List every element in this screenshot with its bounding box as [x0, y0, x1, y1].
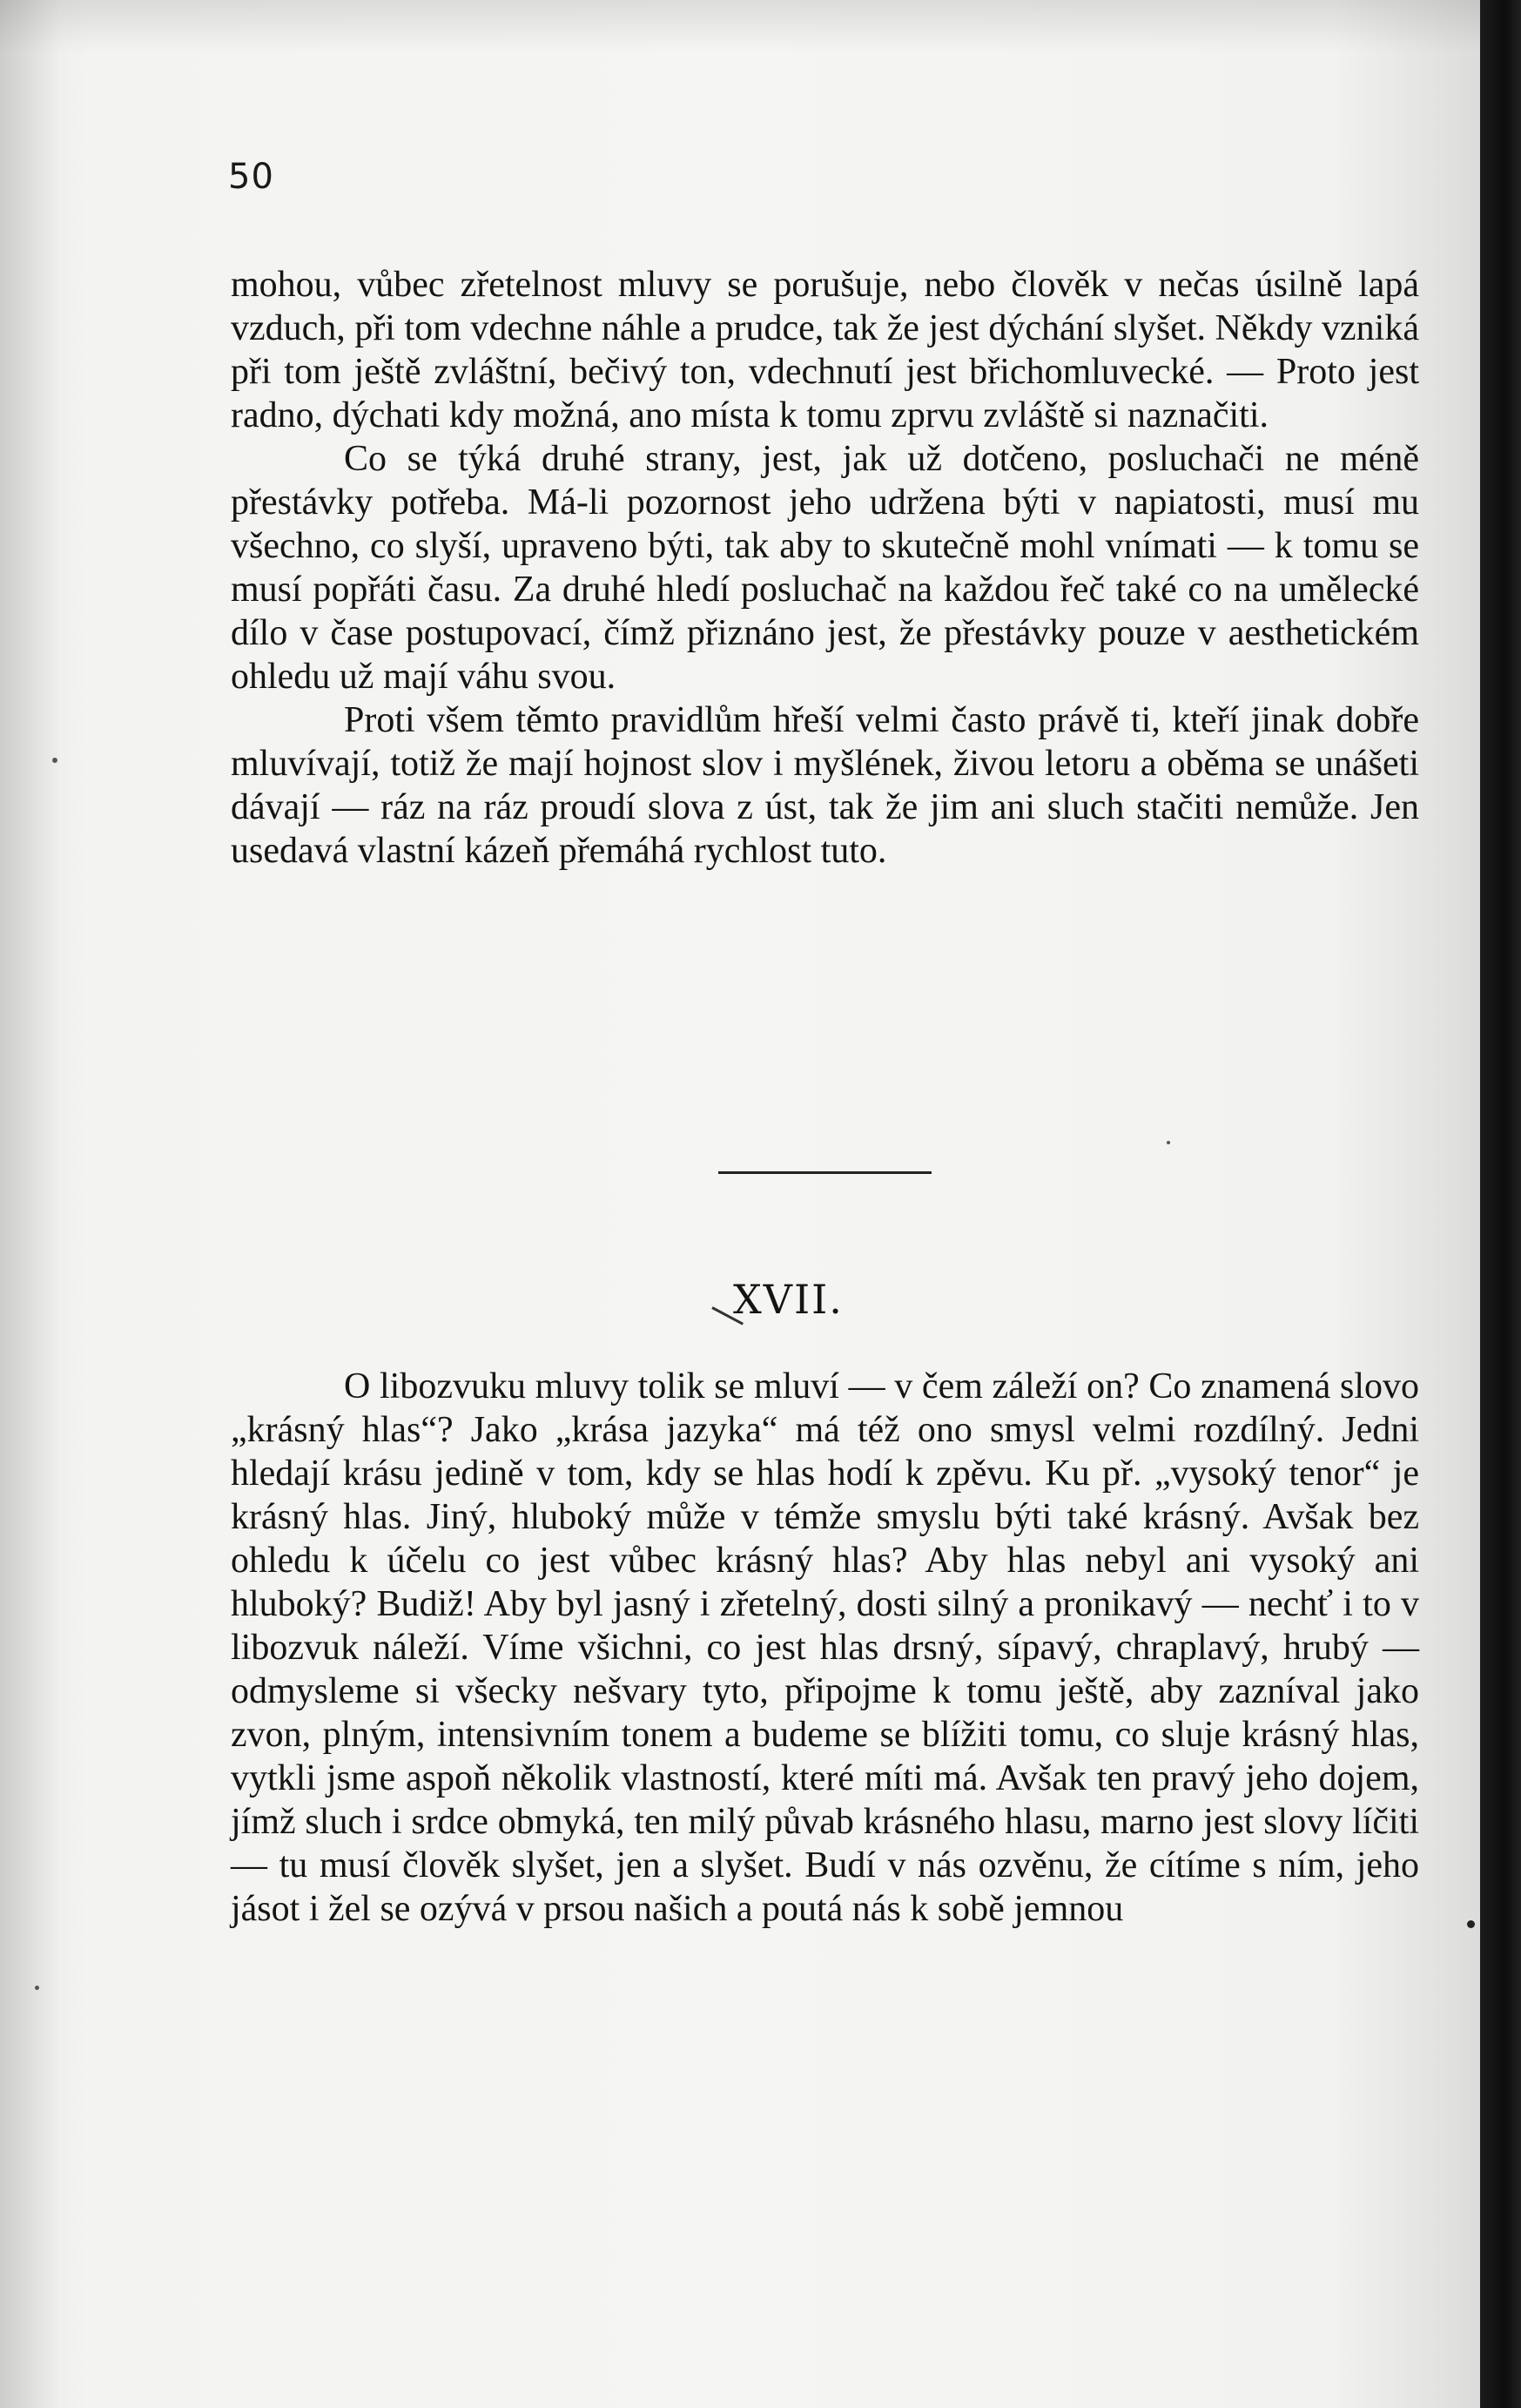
text-section-top: [231, 263, 1419, 873]
paragraph-pauses-listener: Co se týká druhé strany, jest, jak už dotčeno, posluchači ne méně přestávky potřeba. Má-li pozornost jeho udržena býti v napiatosti, musí mu všechno, co slyší, upraveno býti, tak aby to skutečně mohl vnímati — k tomu se musí popřáti času. Za druhé hledí posluchač na každou řeč také co na umělecké dílo v čase postupovací, čímž přiznáno jest, že přestávky pouze v aesthetickém ohledu už mají váhu svou.: [231, 439, 1419, 697]
paper-speck: [52, 758, 57, 763]
binding-shadow: [0, 0, 61, 2408]
page-edge: [1480, 0, 1521, 2408]
top-shadow: [0, 0, 1480, 52]
paper-speck: [1467, 1920, 1475, 1928]
text-section-bottom: [231, 1365, 1419, 1931]
section-divider: [718, 1171, 932, 1174]
paper-speck: [1167, 1141, 1170, 1144]
chapter-heading: XVII.: [733, 1276, 844, 1323]
paragraph-euphony: O libozvuku mluvy tolik se mluví — v čem záleží on? Co znamená slovo „krásný hlas“? Jako „krása jazyka“ má též ono smysl velmi rozdílný. Jedni hledají krásu jedině v tom, kdy se hlas hodí k zpěvu. Ku př. „vysoký tenor“ je krásný hlas. Jiný, hluboký může v témže smyslu býti také krásný. Avšak bez ohledu k účelu co jest vůbec krásný hlas? Aby hlas nebyl ani vysoký ani hluboký? Budiž! Aby byl jasný i zřetelný, dosti silný a pronikavý — nechť i to v libozvuk náleží. Víme všichni, co jest hlas drsný, sípavý, chraplavý, hrubý — odmysleme si všecky nešvary tyto, připojme k tomu ještě, aby zazníval jako zvon, plným, intensivním tonem a budeme se blížiti tomu, co sluje krásný hlas, vytkli jsme aspoň několik vlastností, které míti má. Avšak ten pravý jeho dojem, jímž sluch i srdce obmyká, ten milý půvab krásného hlasu, marno jest slovy líčiti — tu musí člověk slyšet, jen a slyšet. Budí v nás ozvěnu, že cítíme s ním, jeho jásot i žel se ozývá v prsou našich a poutá nás k sobě jemnou: [231, 1366, 1419, 1929]
paragraph-continuation: mohou, vůbec zřetelnost mluvy se porušuje, nebo člověk v nečas úsilně lapá vzduch, při tom vdechne náhle a prudce, tak že jest dýchání slyšet. Někdy vzniká při tom ještě zvláštní, bečivý ton, vdechnutí jest břichomluvecké. — Proto jest radno, dýchati kdy možná, ano místa k tomu zprvu zvláště si naznačiti.: [231, 265, 1419, 435]
paragraph-speed: Proti všem těmto pravidlům hřeší velmi často právě ti, kteří jinak dobře mluvívají, totiž že mají hojnost slov i myšlének, živou letoru a oběma se unášeti dávají — ráz na ráz proudí slova z úst, tak že jim ani sluch stačiti nemůže. Jen usedavá vlastní kázeň přemáhá rychlost tuto.: [231, 700, 1419, 871]
page-number: 50: [228, 157, 274, 197]
paper-speck: [35, 1986, 39, 1990]
